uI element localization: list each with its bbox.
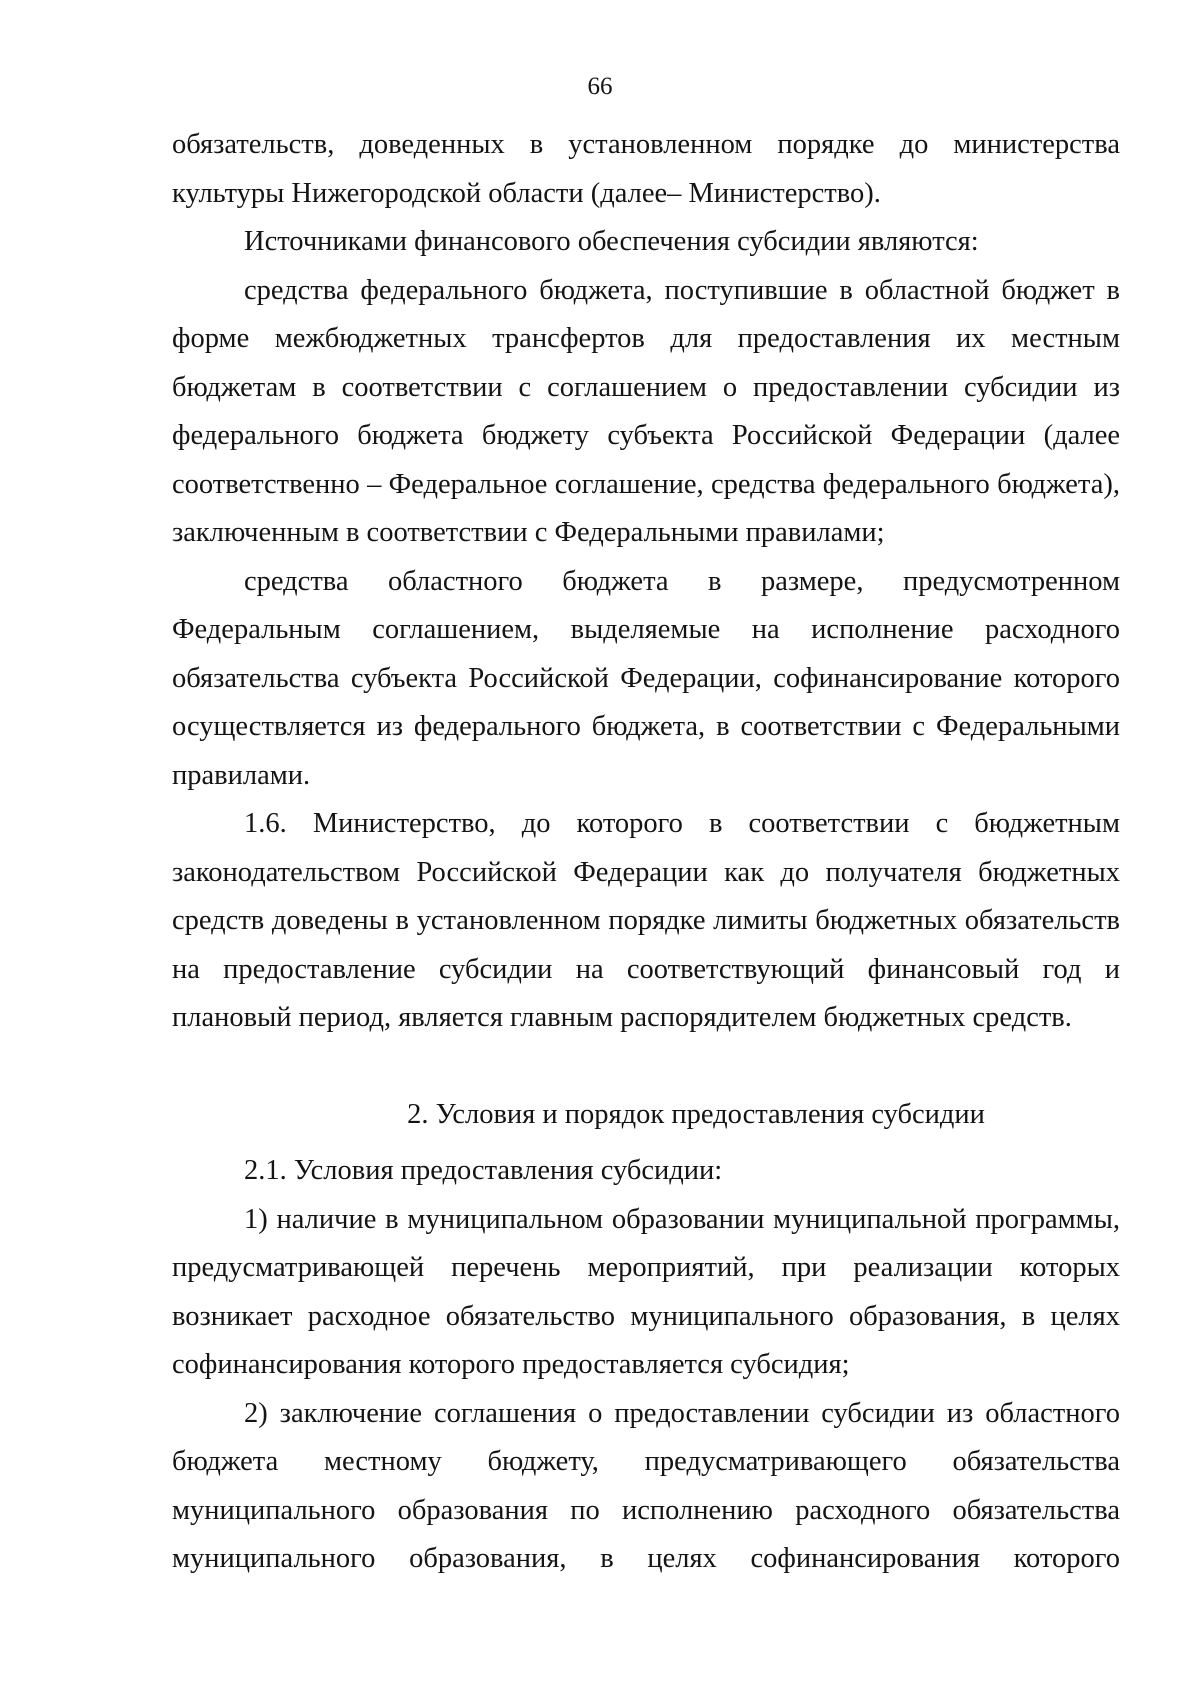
paragraph-federal-funds: средства федерального бюджета, поступившие в областной бюджет в форме межбюджетных трансфертов для предоставления их местным бюджетам в соответствии с соглашением о предоставлении субсидии из федерального бюджета бюджету субъекта Российской Федерации (далее соответственно – Федеральное соглашение, средства федерального бюджета), заключенным в соответствии с Федеральными правилами; [172,274,1120,548]
paragraph-regional-funds: средства областного бюджета в размере, предусмотренном Федеральным соглашением, выделяемые на исполнение расходного обязательства субъекта Российской Федерации, софинансирование которого осуществляется из федерального бюджета, в соответствии с Федеральными правилами. [172,565,1120,791]
paragraph-continuation: обязательств, доведенных в установленном порядке до министерства культуры Нижегородской области (далее– Министерство). [172,129,1120,209]
list-item-2: 2) заключение соглашения о предоставлении субсидии из областного бюджета местному бюджету, предусматривающего обязательства муниципального образования по исполнению расходного обязательства муниципального образования, в целях софинансирования которого [172,1397,1120,1574]
page-number: 66 [587,73,613,100]
paragraph-2-1: 2.1. Условия предоставления субсидии: [244,1155,723,1186]
document-body [172,121,1120,1584]
list-item-1: 1) наличие в муниципальном образовании муниципальной программы, предусматривающей перечень мероприятий, при реализации которых возникает расходное обязательство муниципального образования, в целях софинансирования которого предоставляется субсидия; [172,1203,1120,1380]
paragraph-1-6: 1.6. Министерство, до которого в соответствии с бюджетным законодательством Российской Федерации как до получателя бюджетных средств доведены в установленном порядке лимиты бюджетных обязательств на предоставление субсидии на соответствующий финансовый год и плановый период, является главным распорядителем бюджетных средств. [172,808,1120,1033]
section-heading: 2. Условия и порядок предоставления субсидии [407,1098,985,1130]
paragraph-funding-sources: Источниками финансового обеспечения субсидии являются: [244,226,979,257]
